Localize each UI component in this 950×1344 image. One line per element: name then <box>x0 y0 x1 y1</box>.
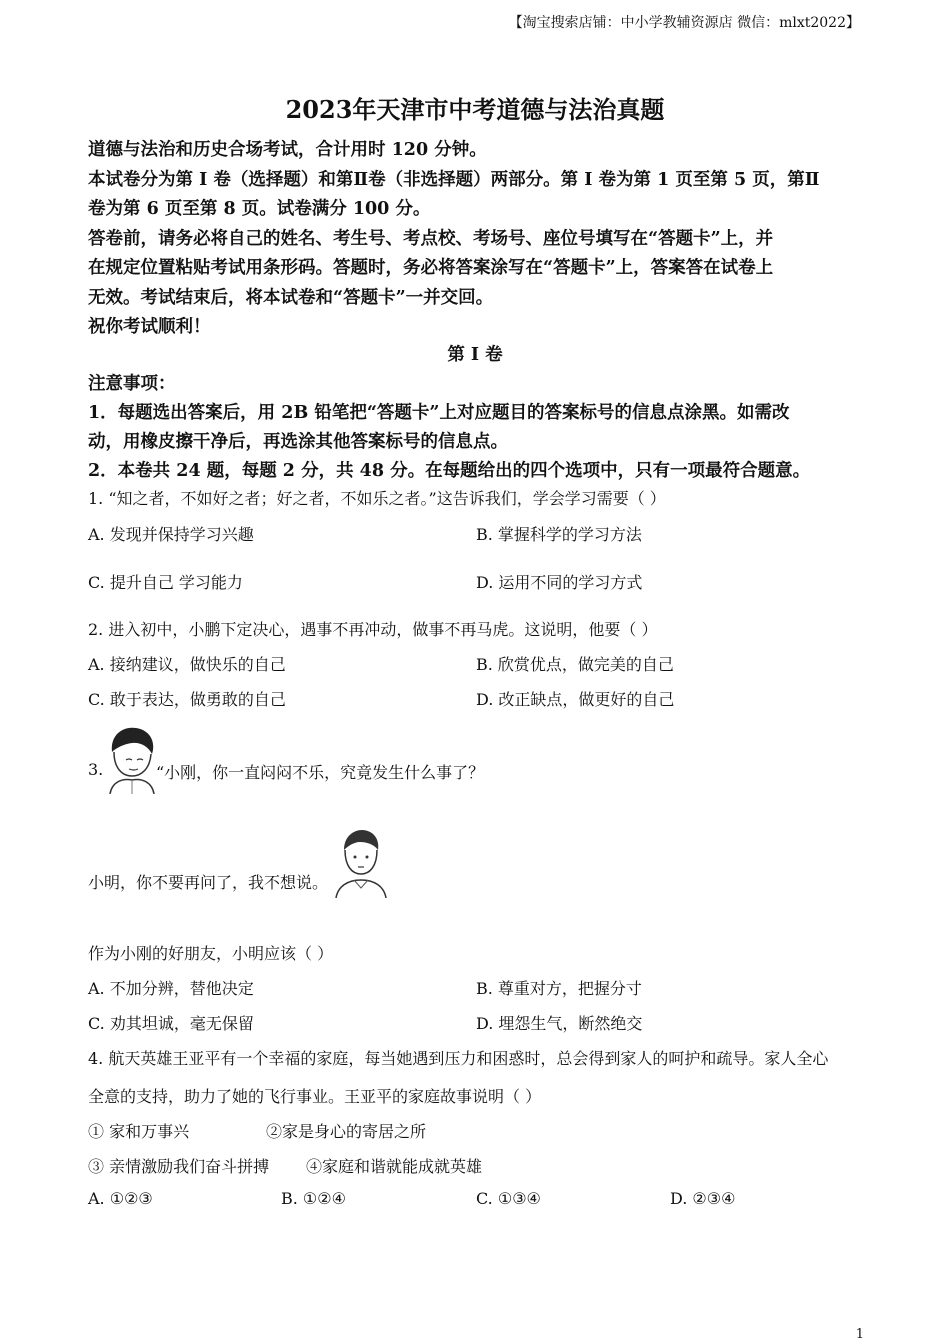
q2-option-c: C. 敢于表达，做勇敢的自己 <box>88 690 286 709</box>
intro-line-1: 道德与法治和历史合场考试，合计用时 120 分钟。 <box>88 140 487 160</box>
notes-heading: 注意事项： <box>88 374 176 394</box>
q1-option-c: C. 提升自己 学习能力 <box>88 573 243 592</box>
q4-option-c: C. ①③④ <box>476 1189 541 1208</box>
q3-speech-1: “小刚，你一直闷闷不乐，究竟发生什么事了？ <box>156 763 485 782</box>
q3-option-a: A. 不加分辨，替他决定 <box>88 979 254 998</box>
intro-line-3c: 无效。考试结束后，将本试卷和“答题卡”一并交回。 <box>88 288 494 308</box>
q4-stem-line-2: 全意的支持，助力了她的飞行事业。王亚平的家庭故事说明（ ） <box>88 1087 542 1106</box>
intro-line-2b: 卷为第 6 页至第 8 页。试卷满分 100 分。 <box>88 199 431 219</box>
q3-option-d: D. 埋怨生气，断然绝交 <box>476 1014 643 1033</box>
q3-number: 3. <box>88 760 104 779</box>
q4-option-b: B. ①②④ <box>281 1189 346 1208</box>
q4-item-3: ③ 亲情激励我们奋斗拼搏 <box>88 1157 270 1176</box>
q2-option-a: A. 接纳建议，做快乐的自己 <box>88 655 286 674</box>
intro-line-4: 祝你考试顺利！ <box>88 317 211 337</box>
q3-stem: 作为小刚的好朋友，小明应该（ ） <box>88 944 334 963</box>
q1-stem: 1. “知之者，不如好之者；好之者，不如乐之者。”这告诉我们，学会学习需要（ ） <box>88 489 666 508</box>
q3-option-b: B. 尊重对方，把握分寸 <box>476 979 642 998</box>
boy-xiaoming-illustration <box>334 828 388 898</box>
q3-option-c: C. 劝其坦诚，毫无保留 <box>88 1014 254 1033</box>
intro-line-3b: 在规定位置粘贴考试用条形码。答题时，务必将答案涂写在“答题卡”上，答案答在试卷上 <box>88 258 774 278</box>
q4-stem-line-1: 4. 航天英雄王亚平有一个幸福的家庭，每当她遇到压力和困惑时，总会得到家人的呵护和疏导。家人全心 <box>88 1049 829 1068</box>
header-note: 【淘宝搜索店铺：中小学教辅资源店 微信：mlxt2022】 <box>508 15 860 31</box>
note-1b: 动，用橡皮擦干净后，再选涂其他答案标号的信息点。 <box>88 432 508 452</box>
section-title: 第 I 卷 <box>447 345 503 365</box>
q2-option-b: B. 欣赏优点，做完美的自己 <box>476 655 674 674</box>
note-1a: 1．每题选出答案后，用 2B 铅笔把“答题卡”上对应题目的答案标号的信息点涂黑。如需改 <box>88 403 790 423</box>
page-title: 2023年天津市中考道德与法治真题 <box>285 95 665 124</box>
q2-option-d: D. 改正缺点，做更好的自己 <box>476 690 675 709</box>
boy-xiaogang-illustration <box>104 724 160 794</box>
intro-line-3a: 答卷前，请务必将自己的姓名、考生号、考点校、考场号、座位号填写在“答题卡”上，并 <box>88 229 774 249</box>
note-2: 2．本卷共 24 题，每题 2 分，共 48 分。在每题给出的四个选项中，只有一项最符合题意。 <box>88 461 811 481</box>
page-number: 1 <box>855 1327 864 1342</box>
q1-option-d: D. 运用不同的学习方式 <box>476 573 643 592</box>
q3-speech-2: 小明，你不要再问了，我不想说。 <box>88 873 329 892</box>
q4-item-1: ① 家和万事兴 <box>88 1122 190 1141</box>
q4-option-d: D. ②③④ <box>670 1189 736 1208</box>
q1-option-a: A. 发现并保持学习兴趣 <box>88 525 254 544</box>
q4-option-a: A. ①②③ <box>88 1189 153 1208</box>
q4-item-2: ②家是身心的寄居之所 <box>266 1122 427 1141</box>
q2-stem: 2. 进入初中，小鹏下定决心，遇事不再冲动，做事不再马虎。这说明，他要（ ） <box>88 620 658 639</box>
q4-item-4: ④家庭和谐就能成就英雄 <box>306 1157 483 1176</box>
q1-option-b: B. 掌握科学的学习方法 <box>476 525 642 544</box>
intro-line-2a: 本试卷分为第 I 卷（选择题）和第Ⅱ卷（非选择题）两部分。第 I 卷为第 1 页至第 5 页，第Ⅱ <box>88 170 820 190</box>
